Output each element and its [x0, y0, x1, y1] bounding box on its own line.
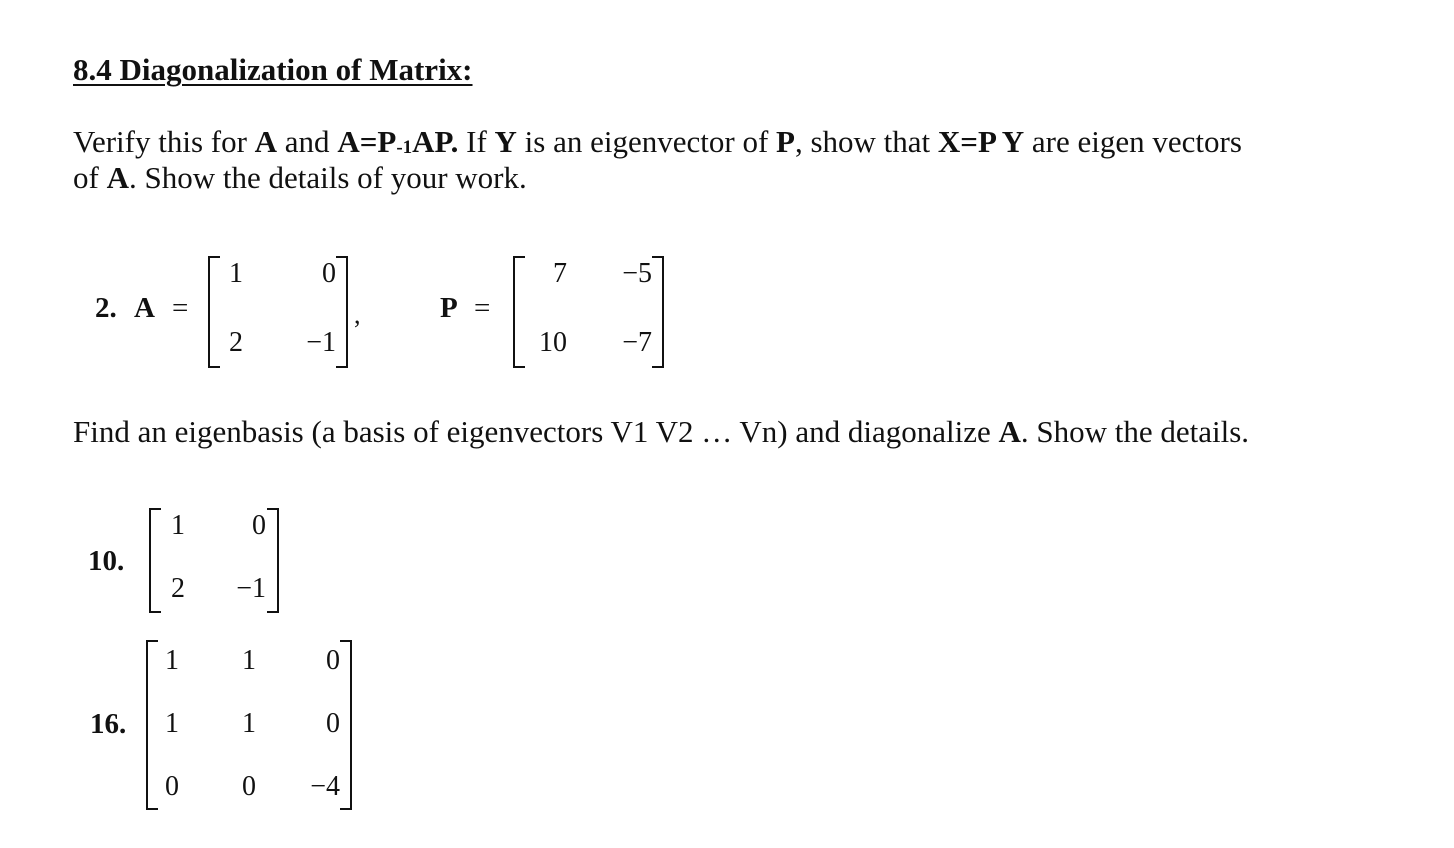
matrix-a-label: A — [134, 292, 155, 324]
equals-sign: = — [474, 292, 491, 324]
problem-number-2: 2. — [95, 292, 117, 324]
text: If — [458, 124, 495, 159]
instruction-line-2 — [73, 160, 527, 196]
matrix-16-cell: 1 — [242, 708, 256, 739]
bold-text: A — [998, 414, 1021, 449]
text: Find an eigenbasis (a basis of eigenvectors V1 V2 … Vn) and diagonalize — [73, 414, 999, 449]
matrix-16-cell: 0 — [326, 645, 340, 676]
text: and — [277, 124, 338, 159]
matrix-16-cell: 0 — [165, 771, 179, 802]
matrix-p-cell: −7 — [622, 327, 652, 358]
matrix-16-cell: 0 — [326, 708, 340, 739]
text: are eigen vectors — [1024, 124, 1242, 159]
bold-text: Y — [494, 124, 517, 159]
matrix-p-cell: 10 — [539, 327, 567, 358]
matrix-16-cell: 1 — [165, 645, 179, 676]
text: is an eigenvector of — [516, 124, 777, 159]
bold-text: A — [106, 160, 129, 195]
instruction-line-1 — [73, 124, 1242, 165]
matrix-16-cell: −4 — [310, 771, 340, 802]
instruction-line-3 — [73, 414, 1249, 450]
matrix-16-cell: 0 — [242, 771, 256, 802]
text: of — [73, 160, 107, 195]
subscript-text: -1 — [396, 137, 413, 158]
section-heading: 8.4 Diagonalization of Matrix: — [73, 52, 473, 87]
matrix-p-cell: −5 — [622, 258, 652, 289]
matrix-10-cell: 2 — [171, 573, 185, 604]
matrix-10-cell: 0 — [252, 510, 266, 541]
matrix-p-cell: 7 — [553, 258, 567, 289]
matrix-p-label: P — [440, 292, 458, 324]
text: . Show the details. — [1020, 414, 1250, 449]
comma: , — [354, 300, 361, 329]
text: . Show the details of your work. — [128, 160, 527, 195]
equals-sign: = — [172, 292, 189, 324]
text: Verify this for — [73, 124, 255, 159]
matrix-problem-16 — [146, 640, 352, 810]
matrix-a-cell: −1 — [306, 327, 336, 358]
matrix-a-cell: 2 — [229, 327, 243, 358]
matrix-16-cell: 1 — [242, 645, 256, 676]
matrix-a — [208, 256, 348, 368]
matrix-16-cell: 1 — [165, 708, 179, 739]
bold-text: X=P Y — [937, 124, 1025, 159]
bold-text: A — [254, 124, 278, 159]
bold-text: A=P — [337, 124, 397, 159]
matrix-a-cell: 1 — [229, 258, 243, 289]
text: , show that — [794, 124, 938, 159]
matrix-10-cell: 1 — [171, 510, 185, 541]
matrix-p — [513, 256, 664, 368]
bold-text: P — [776, 124, 795, 159]
bold-text: AP. — [412, 124, 459, 159]
matrix-10-cell: −1 — [236, 573, 266, 604]
matrix-a-cell: 0 — [322, 258, 336, 289]
problem-number-10: 10. — [88, 545, 125, 577]
matrix-problem-10 — [149, 508, 279, 613]
problem-number-16: 16. — [90, 708, 127, 740]
